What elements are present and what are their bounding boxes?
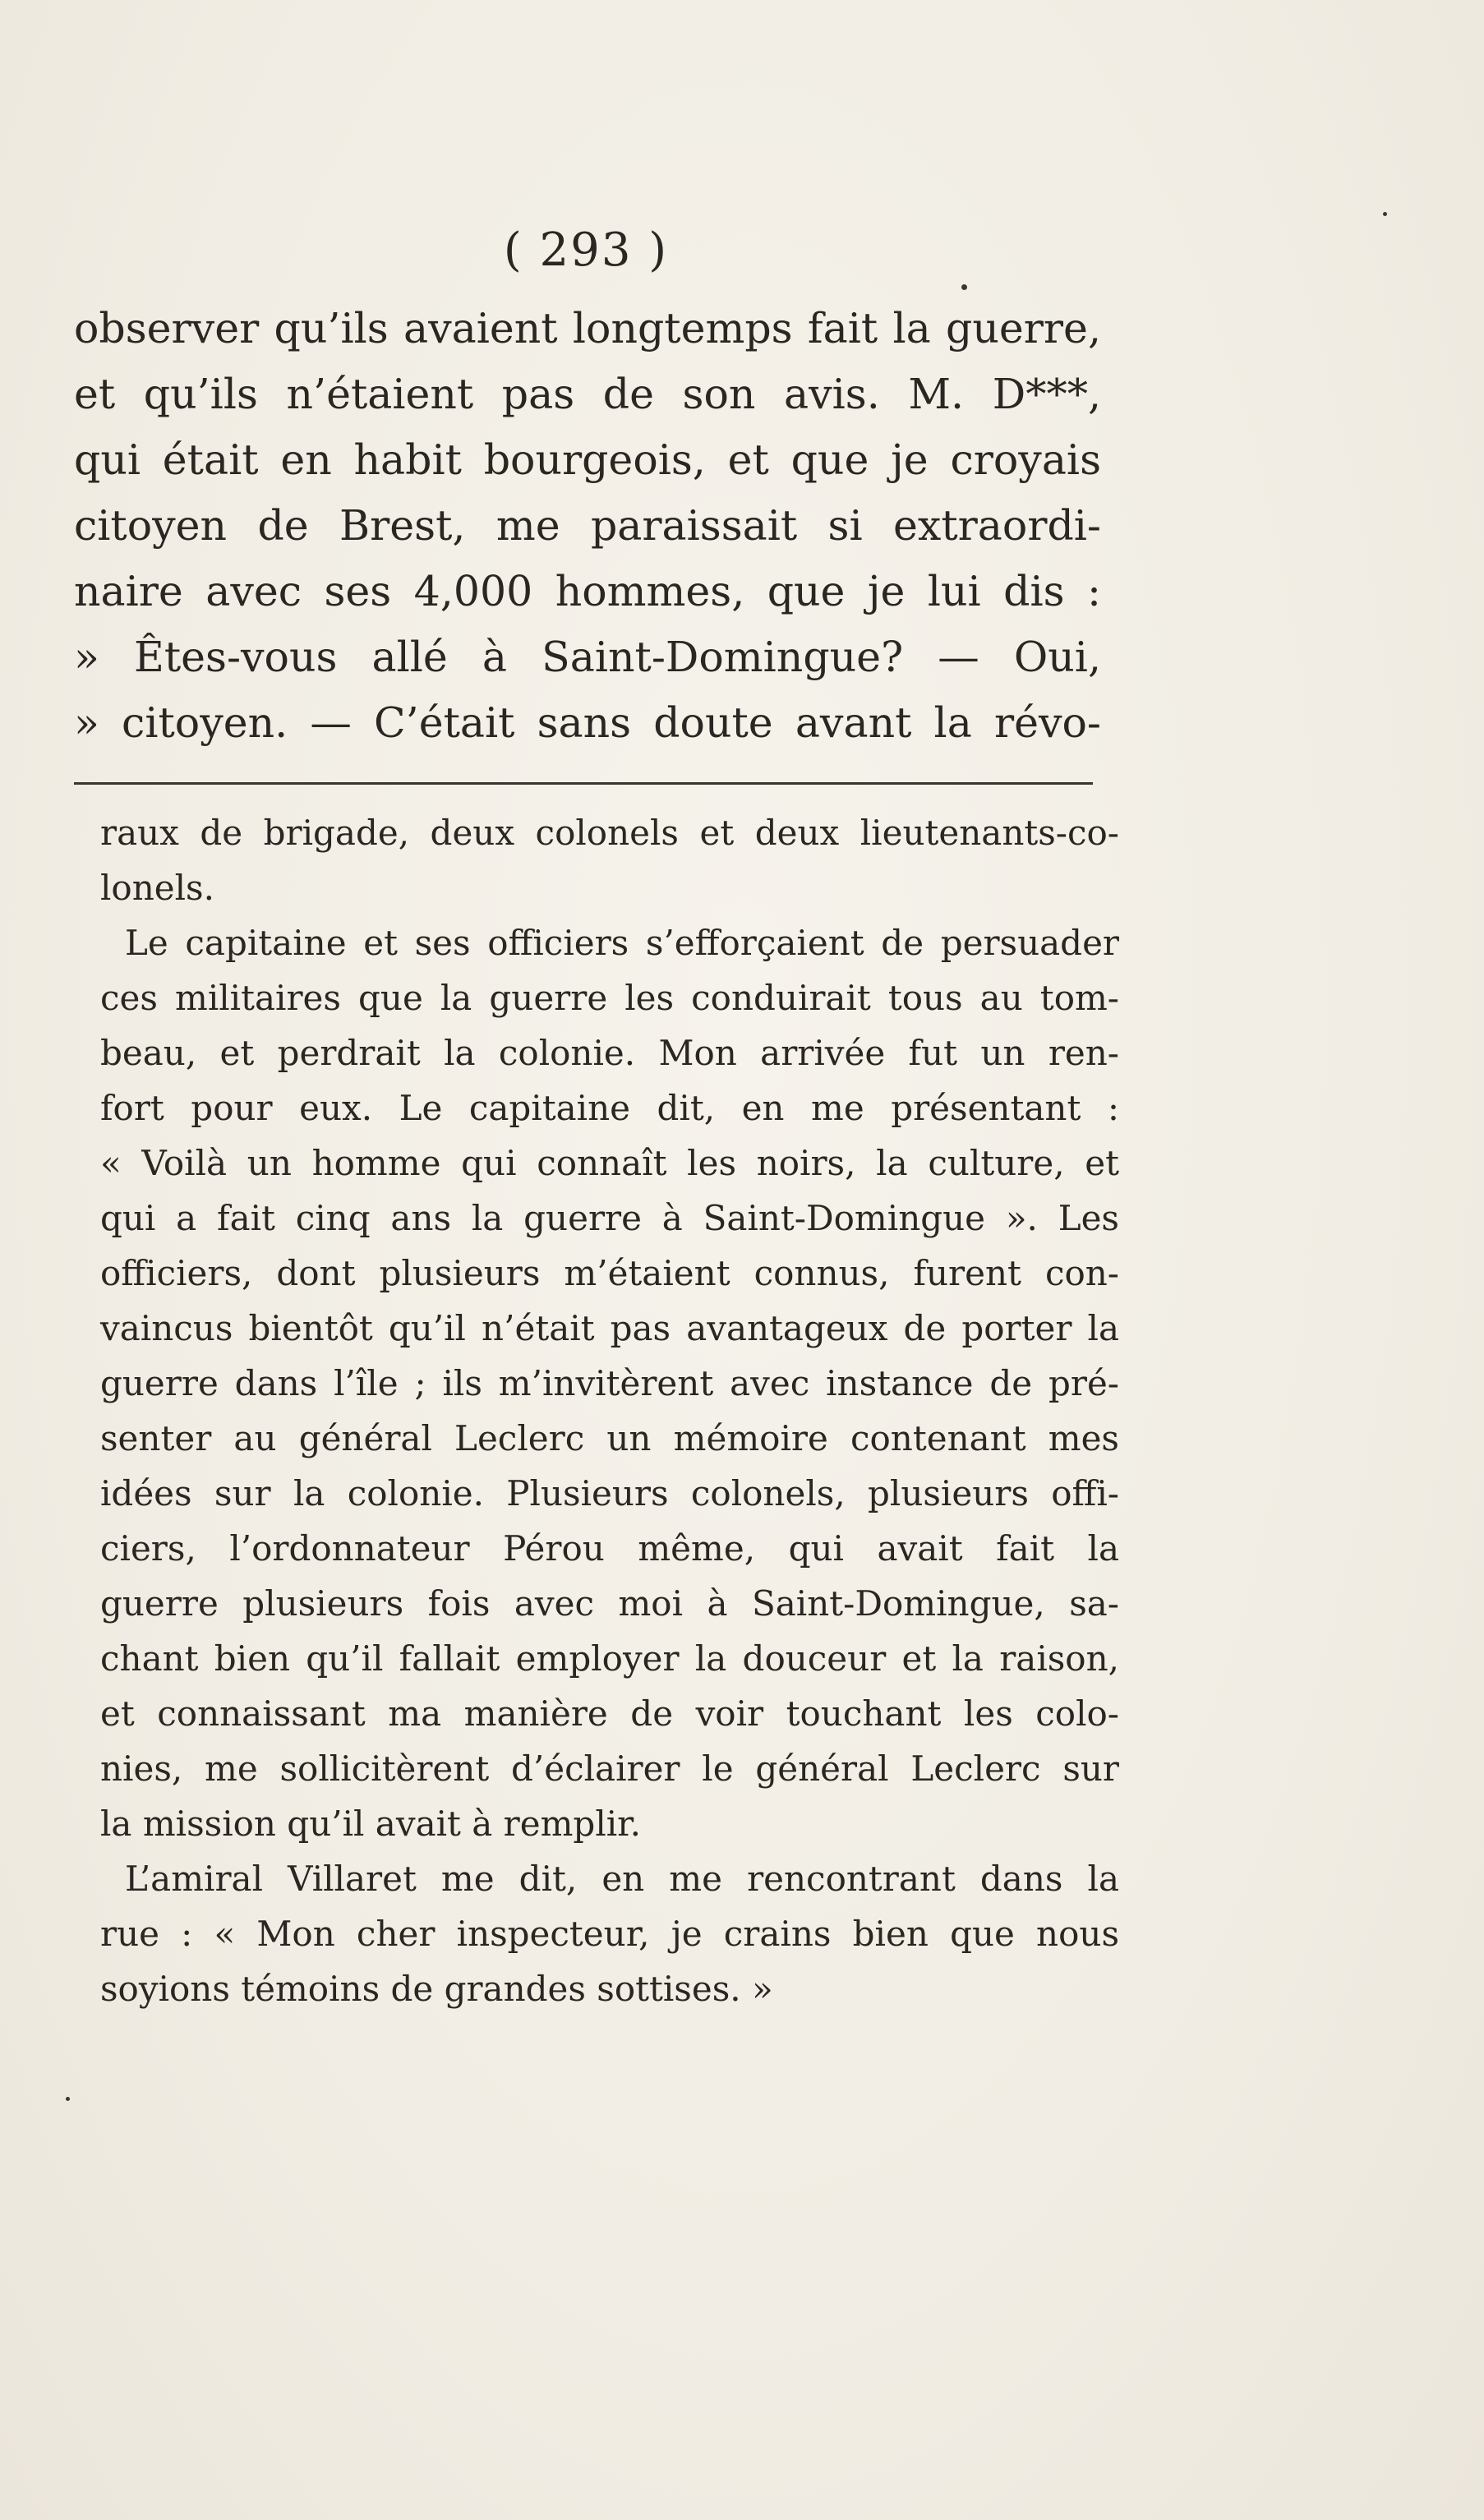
note-line: ciers, l’ordonnateur Pérou même, qui avait fait la [100, 1528, 1119, 1569]
note-line: et connaissant ma manière de voir touchant les colo- [100, 1693, 1119, 1734]
note-line: raux de brigade, deux colonels et deux lieutenants-co- [100, 813, 1119, 853]
note-line: guerre dans l’île ; ils m’invitèrent avec instance de pré- [100, 1363, 1119, 1403]
text-line: citoyen de Brest, me paraissait si extraordi- [74, 501, 1101, 550]
footnote-separator [74, 782, 1093, 785]
note-line: rue : « Mon cher inspecteur, je crains bien que nous [100, 1914, 1119, 1954]
page-number: ( 293 ) [503, 223, 669, 277]
text-line: observer qu’ils avaient longtemps fait la guerre, [74, 304, 1101, 352]
note-line: idées sur la colonie. Plusieurs colonels, plusieurs offi- [100, 1473, 1119, 1513]
note-line: fort pour eux. Le capitaine dit, en me présentant : [100, 1088, 1119, 1128]
ink-speck [1383, 212, 1387, 216]
text-line: qui était en habit bourgeois, et que je croyais [74, 435, 1101, 484]
note-line: chant bien qu’il fallait employer la douceur et la raison, [100, 1638, 1119, 1679]
note-line: beau, et perdrait la colonie. Mon arrivée fut un ren- [100, 1033, 1119, 1073]
note-line: Le capitaine et ses officiers s’efforçaient de persuader [125, 923, 1119, 963]
note-line: lonels. [100, 868, 214, 908]
footnote-text [100, 805, 1119, 2016]
note-line: guerre plusieurs fois avec moi à Saint-Domingue, sa- [100, 1583, 1119, 1624]
note-line: senter au général Leclerc un mémoire contenant mes [100, 1418, 1119, 1458]
note-line: « Voilà un homme qui connaît les noirs, la culture, et [100, 1143, 1119, 1183]
text-line: » citoyen. — C’était sans doute avant la révo- [74, 698, 1101, 747]
ink-speck [961, 284, 967, 290]
text-line: » Êtes-vous allé à Saint-Domingue? — Oui, [74, 633, 1101, 681]
main-text [74, 296, 1101, 756]
note-line: officiers, dont plusieurs m’étaient connus, furent con- [100, 1253, 1119, 1293]
note-line: soyions témoins de grandes sottises. » [100, 1969, 773, 2009]
note-line: ces militaires que la guerre les conduirait tous au tom- [100, 978, 1119, 1018]
note-line: L’amiral Villaret me dit, en me rencontrant dans la [125, 1859, 1119, 1899]
note-line: la mission qu’il avait à remplir. [100, 1804, 641, 1844]
note-line: qui a fait cinq ans la guerre à Saint-Domingue ». Les [100, 1198, 1119, 1238]
text-line: naire avec ses 4,000 hommes, que je lui dis : [74, 567, 1101, 615]
ink-speck [66, 2097, 70, 2101]
note-line: nies, me sollicitèrent d’éclairer le général Leclerc sur [100, 1748, 1119, 1789]
note-line: vaincus bientôt qu’il n’était pas avantageux de porter la [100, 1308, 1119, 1348]
text-line: et qu’ils n’étaient pas de son avis. M. D***, [74, 370, 1101, 418]
